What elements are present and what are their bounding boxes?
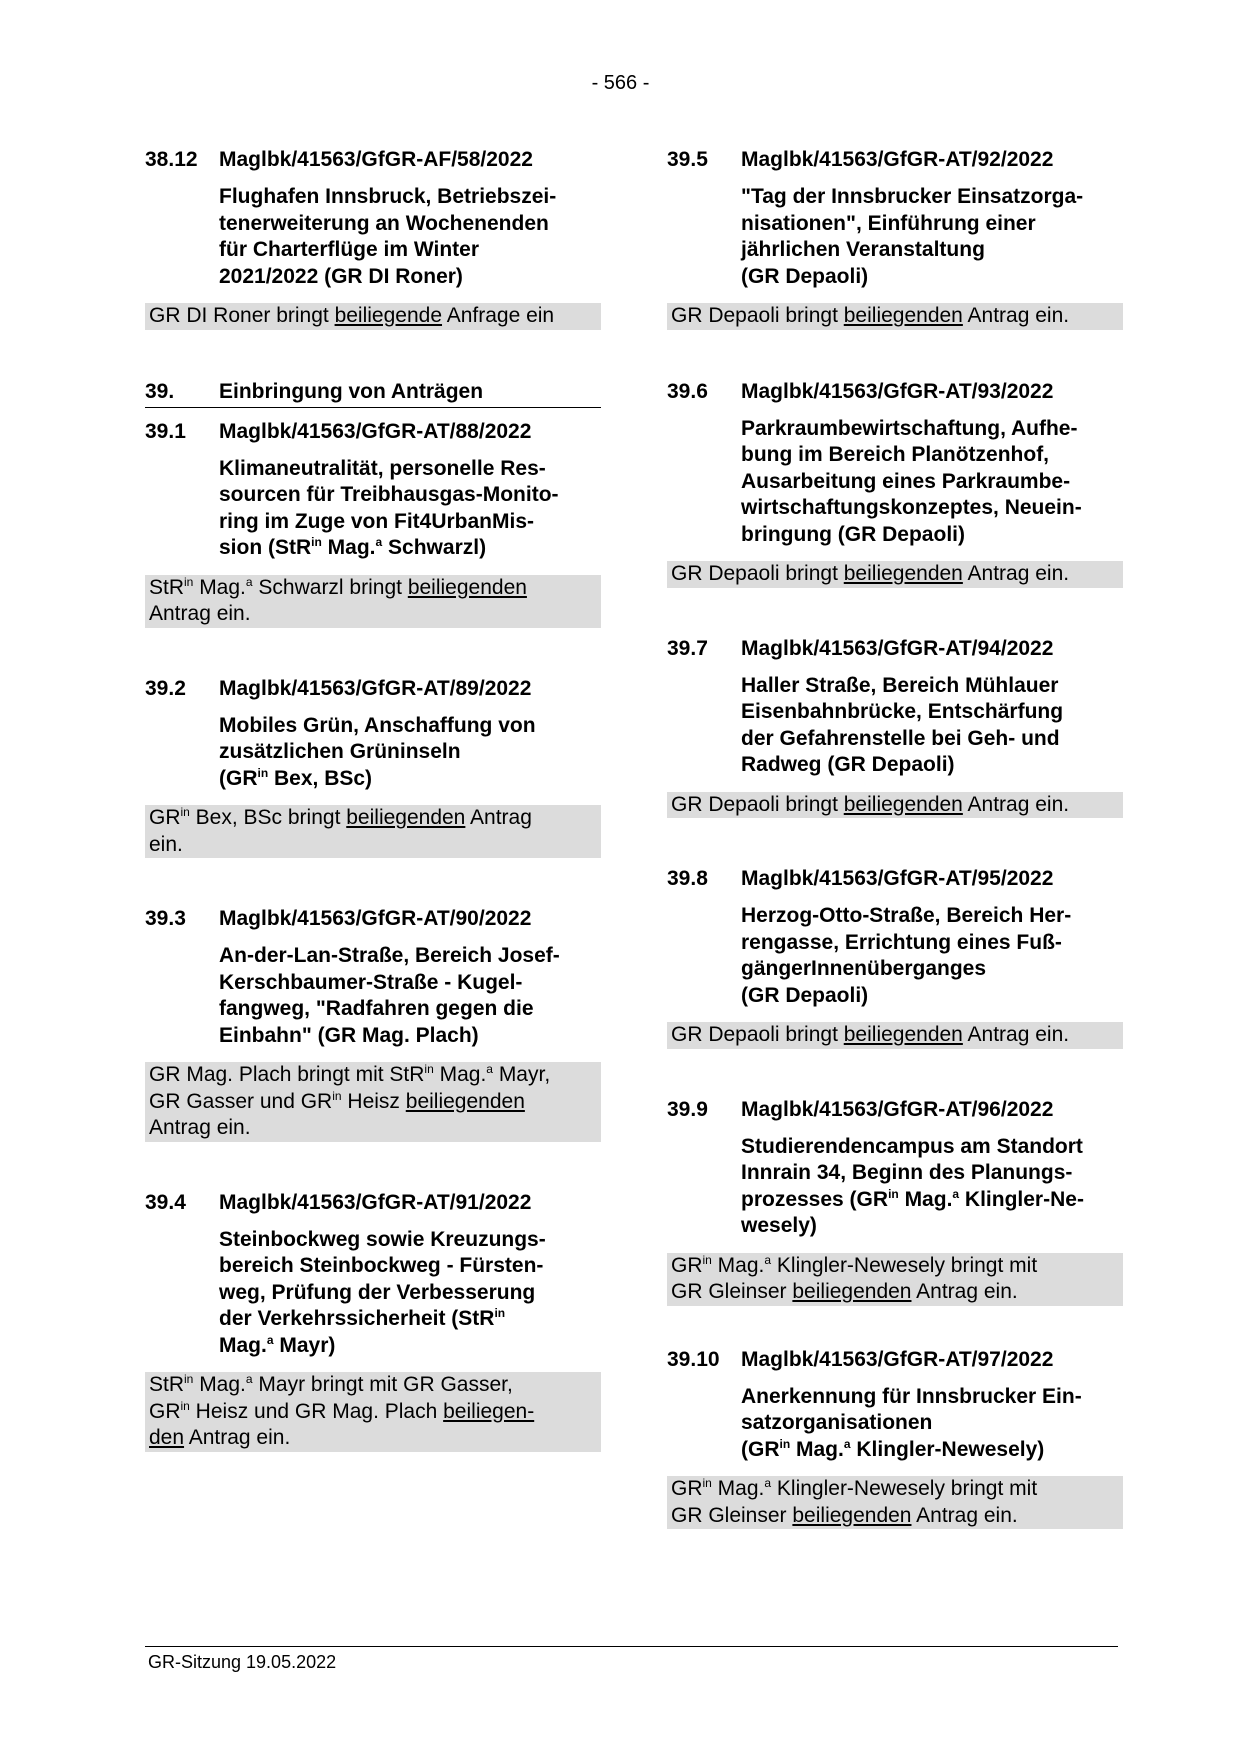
attachment-link[interactable]: den xyxy=(149,1426,185,1449)
entry-note: $GR^{in}$ Mag.$^a$ Klingler-Newesely bringt mit GR Gleinser beiliegenden Antrag ein. xyxy=(667,1476,1123,1529)
entry-reference: Maglbk/41563/GfGR-AT/92/2022 xyxy=(741,148,1054,171)
title-line: Flughafen Innsbruck, Betriebszei- xyxy=(219,185,557,208)
title-line: der Verkehrssicherheit (StR$^{in}$ xyxy=(219,1306,506,1330)
entry-reference: Maglbk/41563/GfGR-AT/90/2022 xyxy=(219,907,532,930)
entry-note: StR$^{in}$ Mag.$^a$ Schwarzl bringt beiliegenden Antrag ein. xyxy=(145,575,601,628)
attachment-link[interactable]: beiliegenden xyxy=(407,575,527,599)
entry-title xyxy=(741,903,1123,1009)
attachment-link[interactable]: beiliegenden xyxy=(843,304,963,327)
title-line: nisationen", Einführung einer xyxy=(741,211,1036,235)
entry-39-3 xyxy=(145,905,601,1142)
title-line: bringung (GR Depaoli) xyxy=(741,522,965,546)
title-line: "Tag der Innsbrucker Einsatzorga- xyxy=(741,185,1084,208)
title-line: An-der-Lan-Straße, Bereich Josef- xyxy=(219,944,560,967)
entry-title xyxy=(741,1134,1123,1240)
entry-number: 39.4 xyxy=(145,1190,186,1214)
entry-39-8 xyxy=(667,865,1123,1049)
entry-39-1 xyxy=(145,418,601,628)
title-line: ($GR^{in}$ Bex, BSc) xyxy=(219,765,373,790)
entry-38-12 xyxy=(145,146,601,330)
entry-title xyxy=(219,184,601,290)
entry-header xyxy=(667,865,1123,892)
title-line: zusätzlichen Grüninseln xyxy=(219,740,461,763)
entry-reference: Maglbk/41563/GfGR-AT/89/2022 xyxy=(219,676,532,700)
entry-39-5 xyxy=(667,146,1123,330)
title-line: bereich Steinbockweg - Fürsten- xyxy=(219,1254,544,1277)
entry-note: GR Depaoli bringt beiliegenden Antrag ein. xyxy=(667,561,1123,588)
title-line: Kerschbaumer-Straße - Kugel- xyxy=(219,970,523,994)
entry-header xyxy=(667,146,1123,173)
title-line: ($GR^{in}$ Mag.$^a$ Klingler-Newesely) xyxy=(741,1436,1045,1461)
entry-title xyxy=(741,673,1123,779)
title-line: Klimaneutralität, personelle Res- xyxy=(219,456,546,480)
attachment-link[interactable]: beiliegende xyxy=(334,304,443,327)
title-line: tenerweiterung an Wochenenden xyxy=(219,211,549,235)
note-text: GR DI Roner bringt xyxy=(149,304,335,327)
title-line: Eisenbahnbrücke, Entschärfung xyxy=(741,700,1064,723)
entry-reference: Maglbk/41563/GfGR-AT/91/2022 xyxy=(219,1190,532,1214)
entry-header xyxy=(145,146,601,173)
left-column xyxy=(145,146,601,1452)
title-line: Studierendencampus am Standort xyxy=(741,1134,1083,1158)
title-line: Mag.$^a$ Mayr) xyxy=(219,1332,336,1357)
entry-39-7 xyxy=(667,635,1123,819)
footer-divider xyxy=(145,1646,1118,1647)
attachment-link[interactable]: beiliegen- xyxy=(443,1399,535,1423)
attachment-link[interactable]: beiliegenden xyxy=(843,562,963,585)
entry-number: 38.12 xyxy=(145,148,198,171)
title-line: Innrain 34, Beginn des Planungs- xyxy=(741,1161,1073,1184)
entry-39-9 xyxy=(667,1096,1123,1306)
entry-39-10 xyxy=(667,1346,1123,1530)
title-line: Ausarbeitung eines Parkraumbe- xyxy=(741,469,1071,493)
entry-header xyxy=(145,905,601,932)
attachment-link[interactable]: beiliegenden xyxy=(843,792,963,816)
title-line: wirtschaftungskonzeptes, Neuein- xyxy=(741,496,1082,519)
title-line: bung im Bereich Planötzenhof, xyxy=(741,443,1050,466)
entry-reference: Maglbk/41563/GfGR-AT/94/2022 xyxy=(741,636,1054,660)
attachment-link[interactable]: beiliegenden xyxy=(843,1023,963,1046)
entry-number: 39.5 xyxy=(667,148,708,171)
title-line: für Charterflüge im Winter xyxy=(219,238,479,261)
attachment-link[interactable]: beiliegenden xyxy=(346,806,466,829)
title-line: sourcen für Treibhausgas-Monito- xyxy=(219,483,559,506)
title-line: ring im Zuge von Fit4UrbanMis- xyxy=(219,509,535,533)
entry-header xyxy=(667,378,1123,405)
title-line: Herzog-Otto-Straße, Bereich Her- xyxy=(741,904,1072,927)
entry-note: StR$^{in}$ Mag.$^a$ Mayr bringt mit GR Gasser, $GR^{in}$ Heisz und GR Mag. Plach beiliegen- den Antrag ein. xyxy=(145,1372,601,1452)
entry-39-6 xyxy=(667,378,1123,588)
entry-header xyxy=(145,1189,601,1216)
title-line: Haller Straße, Bereich Mühlauer xyxy=(741,673,1059,697)
title-line: weg, Prüfung der Verbesserung xyxy=(219,1280,536,1304)
entry-title xyxy=(741,416,1123,549)
attachment-link[interactable]: beiliegenden xyxy=(792,1503,912,1527)
entry-note: $GR^{in}$ Mag.$^a$ Klingler-Newesely bringt mit GR Gleinser beiliegenden Antrag ein. xyxy=(667,1253,1123,1306)
title-line: (GR Depaoli) xyxy=(741,983,869,1007)
entry-number: 39.7 xyxy=(667,636,708,660)
entry-reference: Maglbk/41563/GfGR-AT/97/2022 xyxy=(741,1347,1054,1371)
entry-reference: Maglbk/41563/GfGR-AT/88/2022 xyxy=(219,419,532,443)
entry-reference: Maglbk/41563/GfGR-AT/93/2022 xyxy=(741,379,1054,403)
entry-note xyxy=(145,303,601,330)
entry-number: 39.9 xyxy=(667,1097,708,1121)
entry-number: 39.6 xyxy=(667,379,708,403)
entry-39-4 xyxy=(145,1189,601,1452)
entry-note: GR Depaoli bringt beiliegenden Antrag ein. xyxy=(667,1022,1123,1049)
entry-title xyxy=(219,943,601,1049)
entry-title xyxy=(219,1227,601,1360)
entry-title xyxy=(741,184,1123,290)
title-line: jährlichen Veranstaltung xyxy=(741,238,985,261)
entry-title xyxy=(219,713,601,793)
entry-header xyxy=(667,1346,1123,1373)
title-line: der Gefahrenstelle bei Geh- und xyxy=(741,726,1060,750)
entry-reference: Maglbk/41563/GfGR-AT/96/2022 xyxy=(741,1097,1054,1121)
entry-reference: Maglbk/41563/GfGR-AT/95/2022 xyxy=(741,867,1054,890)
title-line: Einbahn" (GR Mag. Plach) xyxy=(219,1023,479,1047)
title-line: Radweg (GR Depaoli) xyxy=(741,753,955,776)
title-line: (GR Depaoli) xyxy=(741,264,869,288)
title-line: fangweg, "Radfahren gegen die xyxy=(219,997,534,1020)
entry-number: 39.1 xyxy=(145,419,186,443)
title-line: sion (StR$^{in}$ Mag.$^a$ Schwarzl) xyxy=(219,535,487,559)
footer-session-date: GR-Sitzung 19.05.2022 xyxy=(148,1652,337,1672)
entry-header xyxy=(667,1096,1123,1123)
entry-number: 39.3 xyxy=(145,907,186,930)
title-line: Steinbockweg sowie Kreuzungs- xyxy=(219,1227,546,1251)
entry-note: $GR^{in}$ Bex, BSc bringt beiliegenden Antrag ein. xyxy=(145,805,601,858)
attachment-link[interactable]: beiliegenden xyxy=(405,1089,525,1113)
title-line: Anerkennung für Innsbrucker Ein- xyxy=(741,1384,1082,1408)
entry-39-2 xyxy=(145,675,601,859)
title-line: satzorganisationen xyxy=(741,1411,933,1434)
section-title: Einbringung von Anträgen xyxy=(219,379,484,403)
section-number: 39. xyxy=(145,379,175,403)
entry-number: 39.8 xyxy=(667,867,708,890)
entry-title xyxy=(741,1384,1123,1464)
section-39-heading xyxy=(145,378,601,408)
title-line: 2021/2022 (GR DI Roner) xyxy=(219,264,463,288)
entry-reference: Maglbk/41563/GfGR-AF/58/2022 xyxy=(219,148,533,171)
title-line: prozesses ($GR^{in}$ Mag.$^a$ Klingler-Ne- xyxy=(741,1186,1084,1211)
note-text: Anfrage ein xyxy=(442,304,555,327)
entry-number: 39.10 xyxy=(667,1347,720,1371)
title-line: Mobiles Grün, Anschaffung von xyxy=(219,713,536,737)
section-header xyxy=(145,378,601,408)
entry-header xyxy=(145,675,601,702)
entry-number: 39.2 xyxy=(145,676,186,700)
title-line: gängerInnenüberganges xyxy=(741,957,987,980)
entry-note: GR Mag. Plach bringt mit StR$^{in}$ Mag.$^a$ Mayr, GR Gasser und $GR^{in}$ Heisz beiliegenden Antrag ein. xyxy=(145,1062,601,1142)
entry-note: GR Depaoli bringt beiliegenden Antrag ein. xyxy=(667,792,1123,819)
entry-header xyxy=(145,418,601,445)
page-number: - 566 - xyxy=(591,72,650,94)
entry-note: GR Depaoli bringt beiliegenden Antrag ein. xyxy=(667,303,1123,330)
right-column xyxy=(667,146,1123,1529)
title-line: rengasse, Errichtung eines Fuß- xyxy=(741,930,1062,954)
title-line: Parkraumbewirtschaftung, Aufhe- xyxy=(741,416,1078,440)
title-line: wesely) xyxy=(741,1214,817,1237)
entry-title xyxy=(219,456,601,562)
attachment-link[interactable]: beiliegenden xyxy=(792,1280,912,1303)
entry-header xyxy=(667,635,1123,662)
